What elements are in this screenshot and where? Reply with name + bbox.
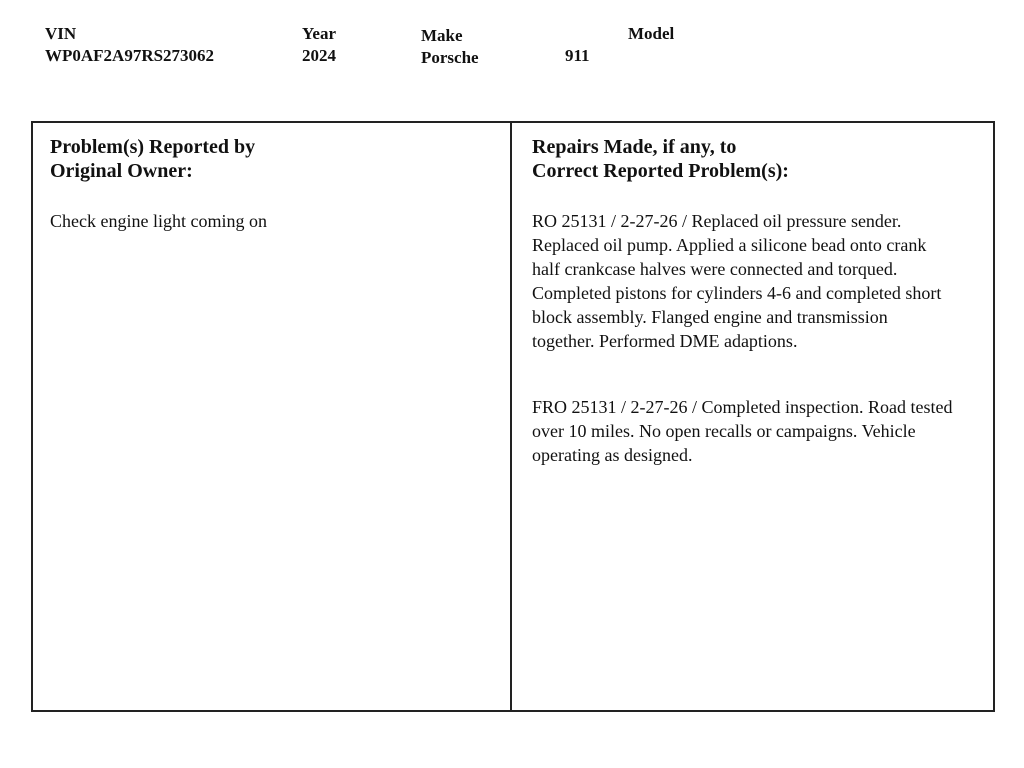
year-value: 2024 [302,46,336,65]
repairs-heading-line-2: Correct Reported Problem(s): [532,160,789,182]
repair-entry-ro: RO 25131 / 2-27-26 / Replaced oil pressure sender. Replaced oil pump. Applied a silicone bead onto crank half crankcase halves were connected and torqued. Completed pistons for cylinders 4-6 and completed short block assembly. Flanged engine and transmission together. Performed DME adaptions. [532,211,942,351]
repairs-heading-line-1: Repairs Made, if any, to [532,136,737,158]
problems-heading-line-1: Problem(s) Reported by [50,136,256,158]
make-label: Make [421,26,463,45]
vin-label: VIN [45,24,77,43]
problem-description: Check engine light coming on [50,211,267,231]
make-value: Porsche [421,48,479,67]
year-field [302,23,336,67]
vin-field [45,23,214,67]
repair-entry-fro: FRO 25131 / 2-27-26 / Completed inspection. Road tested over 10 miles. No open recalls or campaigns. Vehicle operating as designed. [532,397,953,465]
repair-report-table [31,121,995,712]
repairs-heading [532,135,953,183]
problems-heading-line-2: Original Owner: [50,160,193,182]
year-label: Year [302,24,336,43]
repairs-made-column [512,123,993,710]
vin-value: WP0AF2A97RS273062 [45,46,215,65]
problems-heading [50,135,510,183]
problems-reported-column [33,123,512,710]
model-value: 911 [565,46,590,65]
make-field [421,25,479,69]
model-label: Model [628,24,675,43]
